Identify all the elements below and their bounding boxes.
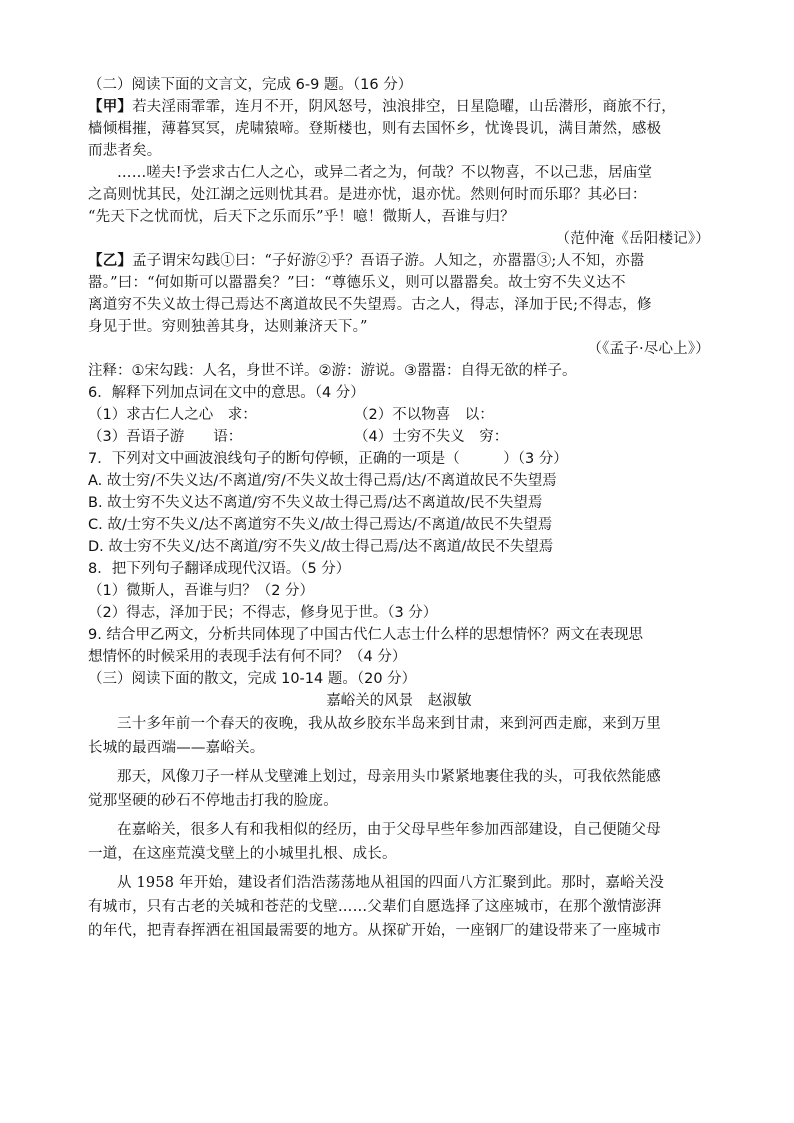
yi-source: （《孟子·尽心上》） — [587, 341, 710, 357]
q6-item: （1）求古仁人之心 求： — [88, 407, 257, 423]
essay-author: 赵淑敏 — [427, 693, 472, 709]
q7-option-d: D. 故士穷不失义/达不离道/穷不失义/故士得己焉/达不离道/故民不失望焉 — [88, 539, 554, 555]
jia-label: 【甲】 — [88, 98, 133, 115]
q6-item: （3）吾语子游 语： — [88, 429, 243, 445]
q8-item: （2）得志，泽加于民；不得志，修身见于世。（3 分） — [88, 605, 438, 621]
jia-line: 而悲者矣。 — [88, 143, 162, 159]
yi-line: 离道穷不失义故士得己焉达不离道故民不失望焉。古之人，得志，泽加于民;不得志，修 — [88, 297, 652, 313]
q7-option-c: C. 故/士穷不失义/达不离道穷不失义/故士得己焉达/不离道/故民不失望焉 — [88, 517, 553, 533]
passage-jia — [88, 96, 710, 250]
q7-option-a: A. 故士穷/不失义达/不离道/穷/不失义故士得己焉/达/不离道故民不失望焉 — [88, 473, 557, 489]
q7-option-b: B. 故士穷不失义达不离道/穷不失义故士得己焉/达不离道故/民不失望焉 — [88, 495, 543, 511]
q9-line: 9. 结合甲乙两文，分析共同体现了中国古代仁人志士什么样的思想情怀？两文在表现思 — [88, 627, 643, 643]
q6-item: （2）不以物喜 以： — [354, 407, 494, 423]
yi-label: 【乙】 — [88, 252, 133, 269]
notes: 注释：①宋勾践：人名，身世不详。②游：游说。③嚣嚣：自得无欲的样子。 — [88, 363, 577, 379]
q6-item: （4）士穷不失义 穷： — [354, 429, 509, 445]
yi-line: 嚣。”曰：“何如斯可以嚣嚣矣？”曰：“尊德乐义，则可以嚣嚣矣。故士穷不失义达不 — [88, 275, 626, 291]
q6-stem: 6．解释下列加点词在文中的意思。（4 分） — [88, 385, 365, 401]
essay-line: 长城的最西端——嘉峪关。 — [88, 740, 265, 756]
question-7 — [88, 448, 710, 558]
section3-title: （三）阅读下面的散文，完成 10-14 题。（20 分） — [88, 671, 417, 687]
exam-page — [88, 74, 710, 943]
essay-line: 有城市，只有古老的关城和苍茫的戈壁……父辈们自愿选择了这座城市，在那个激情澎湃 — [88, 899, 662, 915]
question-8 — [88, 558, 710, 624]
yi-line: 身见于世。穷则独善其身，达则兼济天下。” — [88, 319, 368, 335]
essay-title: 嘉峪关的风景 — [326, 693, 414, 709]
jia-line: ……嗟夫!予尝求古仁人之心，或异二者之为，何哉？不以物喜，不以己悲，居庙堂 — [117, 165, 653, 181]
jia-line: 若夫淫雨霏霏，连月不开，阴风怒号，浊浪排空，日星隐曜，山岳潜形，商旅不行， — [132, 99, 677, 115]
question-6 — [88, 382, 710, 448]
section2-title: （二）阅读下面的文言文，完成 6-9 题。（16 分） — [88, 77, 413, 93]
jia-line: “先天下之忧而忧，后天下之乐而乐”乎！噫！微斯人，吾谁与归？ — [88, 209, 515, 225]
essay-line: 从 1958 年开始，建设者们浩浩荡荡地从祖国的四面八方汇聚到此。那时，嘉峪关没 — [117, 875, 665, 891]
q9-line: 想情怀的时候采用的表现手法有何不同？（4 分） — [88, 649, 407, 665]
jia-line: 之高则忧其民，处江湖之远则忧其君。是进亦忧，退亦忧。然则何时而乐耶？其必曰： — [88, 187, 647, 203]
essay-line: 三十多年前一个春天的夜晚，我从故乡胶东半岛来到甘肃，来到河西走廊，来到万里 — [117, 716, 661, 732]
yi-line: 孟子谓宋勾践①曰：“子好游②乎？吾语子游。人知之，亦嚣嚣③;人不知，亦嚣 — [132, 253, 645, 269]
q8-item: （1）微斯人，吾谁与归？（2 分） — [88, 583, 315, 599]
q7-stem: 7．下列对文中画波浪线句子的断句停顿，正确的一项是（ ）（3 分） — [88, 451, 568, 467]
essay-line: 在嘉峪关，很多人有和我相似的经历，由于父母早些年参加西部建设，自己便随父母 — [117, 822, 661, 838]
essay-body — [88, 712, 710, 943]
essay-line: 那天，风像刀子一样从戈壁滩上划过，母亲用头巾紧紧地裹住我的头，可我依然能感 — [117, 769, 661, 785]
question-9 — [88, 624, 710, 668]
essay-line: 觉那坚硬的砂石不停地击打我的脸庞。 — [88, 793, 338, 809]
jia-line: 樯倾楫摧，薄暮冥冥，虎啸猿啼。登斯楼也，则有去国怀乡，忧谗畏讥，满目萧然，感极 — [88, 121, 662, 137]
essay-line: 一道，在这座荒漠戈壁上的小城里扎根、成长。 — [88, 846, 397, 862]
essay-heading — [88, 690, 710, 712]
q8-stem: 8．把下列句子翻译成现代汉语。（5 分） — [88, 561, 351, 577]
essay-line: 的年代，把青春挥洒在祖国最需要的地方。从探矿开始，一座钢厂的建设带来了一座城市 — [88, 923, 662, 939]
jia-source: （范仲淹《岳阳楼记》） — [555, 231, 710, 247]
passage-yi — [88, 250, 710, 360]
